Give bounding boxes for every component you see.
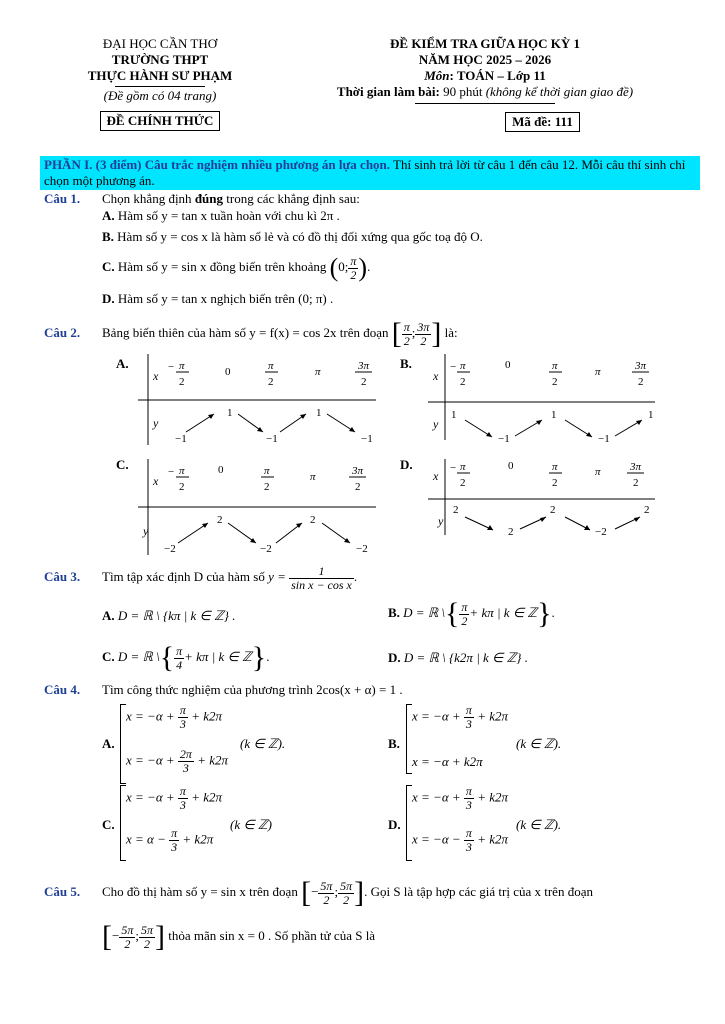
svg-text:y: y (433, 417, 439, 431)
a-v2: 1 (227, 407, 233, 419)
svg-text:π: π (595, 466, 601, 478)
svg-text:y: y (143, 524, 149, 538)
official-label: ĐỀ CHÍNH THỨC (100, 111, 221, 131)
svg-text:π: π (595, 366, 601, 378)
b-v3: 1 (551, 409, 557, 421)
b-v5: 1 (648, 409, 654, 421)
b-v2: −1 (498, 433, 510, 445)
svg-text:π: π (179, 465, 185, 477)
subject: Môn: TOÁN – Lớp 11 (424, 68, 546, 83)
question-4-label: Câu 4. (44, 682, 81, 697)
svg-text:0: 0 (508, 460, 514, 472)
svg-text:π: π (552, 360, 558, 372)
part-1-text: Thí sinh trả lời từ câu 1 đến câu 12. Mỗi câu thí sinh chỉ chọn một phương án. (44, 157, 686, 188)
d-v2: 2 (508, 526, 514, 538)
part-1-banner (40, 156, 700, 190)
svg-text:2: 2 (638, 376, 644, 388)
svg-text:−: − (450, 361, 457, 373)
svg-text:−: − (168, 466, 175, 478)
svg-text:3π: 3π (635, 360, 647, 372)
time-line: Thời gian làm bài: 90 phút (không kể thời gian giao đề) (336, 84, 634, 99)
svg-text:2: 2 (179, 376, 185, 388)
d-v4: −2 (595, 526, 607, 538)
svg-text:2: 2 (361, 376, 367, 388)
part-1-title: PHẦN I. (3 điểm) Câu trắc nghiệm nhiều phương án lựa chọn. (44, 157, 391, 172)
school-name-1: ĐẠI HỌC CẦN THƠ (102, 36, 218, 51)
svg-text:x: x (153, 474, 159, 488)
q4-option-a[interactable]: A. x = −α + $\frac{\pi}{3}$ + k2π x = −α + $\frac{2\pi}{3}$ + k2π (k ∈ ℤ). (102, 704, 362, 784)
a-v1: −1 (175, 433, 187, 445)
svg-text:x: x (433, 369, 439, 383)
q3-option-d[interactable]: D. D = ℝ \ {k2π | k ∈ ℤ} . (388, 650, 528, 665)
q4-option-d[interactable]: D. x = −α + $\frac{\pi}{3}$ + k2π x = −α − $\frac{\pi}{3}$ + k2π (k ∈ ℤ). (388, 785, 668, 861)
question-1-label: Câu 1. (44, 191, 81, 206)
d-v3: 2 (550, 504, 556, 516)
svg-text:x: x (433, 469, 439, 483)
exam-title: ĐỀ KIỂM TRA GIỮA HỌC KỲ 1 (390, 36, 580, 51)
table-c[interactable] (116, 457, 376, 555)
header-rule-right (415, 103, 555, 104)
svg-text:π: π (460, 461, 466, 473)
q4-option-c[interactable]: C. x = −α + $\frac{\pi}{3}$ + k2π x = α − $\frac{\pi}{3}$ + k2π (k ∈ ℤ) (102, 785, 362, 861)
svg-text:2: 2 (268, 376, 274, 388)
q3-option-c[interactable]: C. D = ℝ \{ $\frac{\pi}{4}$ + kπ | k ∈ ℤ}. (102, 641, 270, 675)
c-v2: 2 (217, 514, 223, 526)
svg-text:−: − (450, 462, 457, 474)
svg-text:3π: 3π (630, 461, 642, 473)
svg-text:π: π (315, 366, 321, 378)
svg-text:2: 2 (460, 477, 466, 489)
school-header (70, 36, 250, 131)
pages-note: (Đề gồm có 04 trang) (103, 88, 217, 103)
q1-option-a[interactable]: A. Hàm số y = tan x tuần hoàn với chu kì 2π . (102, 208, 340, 223)
svg-text:0: 0 (505, 359, 511, 371)
svg-text:2: 2 (552, 376, 558, 388)
school-year: NĂM HỌC 2025 – 2026 (418, 52, 552, 67)
b-v1: 1 (451, 409, 457, 421)
svg-text:y: y (153, 416, 159, 430)
q1-option-c[interactable]: C. Hàm số y = sin x đồng biến trên khoảng (0; $\frac{\pi}{2}$ ). (102, 253, 371, 283)
svg-text:π: π (179, 360, 185, 372)
table-c-label: C. (116, 457, 129, 472)
svg-text:2: 2 (355, 481, 361, 493)
c-v5: −2 (356, 543, 368, 555)
table-d-label: D. (400, 457, 413, 472)
svg-text:2: 2 (633, 477, 639, 489)
svg-text:2: 2 (552, 477, 558, 489)
a-v4: 1 (316, 407, 322, 419)
svg-text:3π: 3π (358, 360, 370, 372)
svg-text:0: 0 (225, 366, 231, 378)
q1-option-d[interactable]: D. Hàm số y = tan x nghịch biến trên (0; π) . (102, 291, 334, 306)
svg-text:2: 2 (460, 376, 466, 388)
svg-text:π: π (310, 471, 316, 483)
svg-text:y: y (438, 514, 444, 528)
a-v5: −1 (361, 433, 373, 445)
b-v4: −1 (598, 433, 610, 445)
svg-text:π: π (460, 360, 466, 372)
svg-text:π: π (552, 461, 558, 473)
question-3-label: Câu 3. (44, 569, 81, 584)
svg-text:π: π (264, 465, 270, 477)
table-b-label: B. (400, 356, 412, 371)
exam-header (295, 36, 675, 132)
c-v4: 2 (310, 514, 316, 526)
svg-text:3π: 3π (352, 465, 364, 477)
svg-text:x: x (153, 369, 159, 383)
d-v1: 2 (453, 504, 459, 516)
question-2-label: Câu 2. (44, 325, 81, 340)
question-5-label: Câu 5. (44, 884, 81, 899)
q1-option-b[interactable]: B. Hàm số y = cos x là hàm số lẻ và có đồ thị đối xứng qua gốc toạ độ O. (102, 229, 483, 244)
svg-text:π: π (268, 360, 274, 372)
table-b[interactable] (400, 354, 655, 445)
table-d[interactable] (400, 457, 655, 538)
c-v3: −2 (260, 543, 272, 555)
q3-option-a[interactable]: A. D = ℝ \ {kπ | k ∈ ℤ} . (102, 608, 236, 623)
exam-code: Mã đề: 111 (505, 112, 580, 132)
table-a-label: A. (116, 356, 129, 371)
header-rule (115, 86, 205, 87)
table-a[interactable] (116, 354, 376, 445)
q4-option-b[interactable]: B. x = −α + $\frac{\pi}{3}$ + k2π x = −α + k2π (k ∈ ℤ). (388, 704, 668, 774)
d-v5: 2 (644, 504, 650, 516)
svg-text:0: 0 (218, 464, 224, 476)
a-v3: −1 (266, 433, 278, 445)
q3-option-b[interactable]: B. D = ℝ \{ $\frac{\pi}{2}$ + kπ | k ∈ ℤ}. (388, 597, 555, 631)
school-name-2: TRƯỜNG THPT (111, 52, 209, 67)
svg-text:−: − (168, 361, 175, 373)
variation-tables (110, 350, 710, 560)
svg-text:2: 2 (179, 481, 185, 493)
school-name-3: THỰC HÀNH SƯ PHẠM (87, 68, 233, 83)
c-v1: −2 (164, 543, 176, 555)
svg-text:2: 2 (264, 481, 270, 493)
